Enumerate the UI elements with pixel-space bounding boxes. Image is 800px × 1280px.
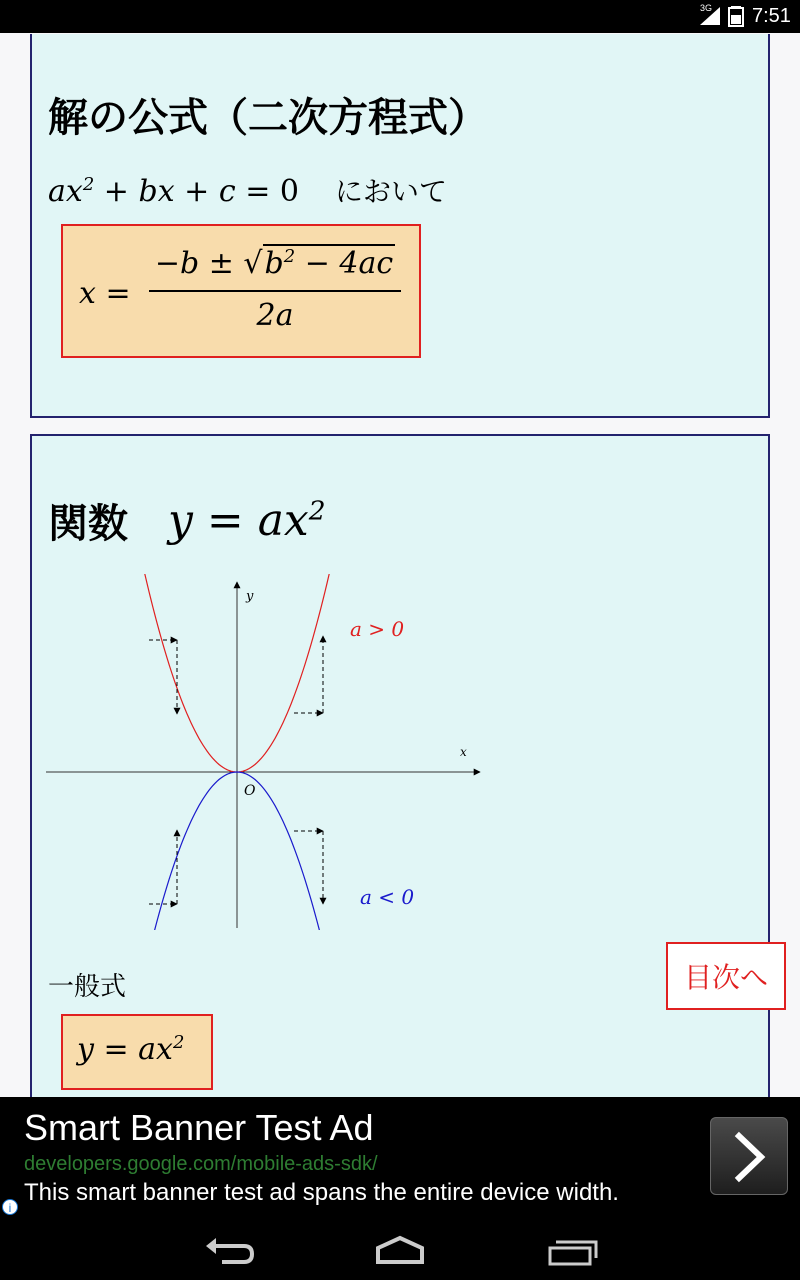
home-icon[interactable] [370,1232,430,1268]
eq-equals: = [235,174,280,209]
chevron-right-icon [711,1118,789,1196]
quadratic-formula-title: 解の公式（二次方程式） [48,95,488,141]
fraction-bar [149,290,401,292]
ad-description: This smart banner test ad spans the entire device width. [24,1179,619,1206]
eq-square: 2 [82,174,95,195]
gf-equals: = [93,1032,139,1067]
condition-text: において [334,175,447,208]
general-form-label: 一般式 [48,972,127,1002]
eq-c: c [218,174,236,209]
signal-icon [698,5,722,27]
gf-square: 2 [172,1032,185,1053]
radicand-square: 2 [283,246,296,267]
parabola-graph [44,574,484,930]
function-card [30,434,770,1114]
quadratic-formula-card [30,34,770,418]
recent-apps-icon[interactable] [542,1232,602,1268]
quadratic-equation [48,170,447,210]
gf-ax: ax [138,1032,173,1067]
solution-denominator: 2a [256,298,294,333]
ad-title[interactable]: Smart Banner Test Ad [24,1107,374,1148]
radicand [263,244,396,281]
title-equals: = [192,495,258,546]
ad-banner[interactable] [0,1097,800,1220]
function-title [48,492,326,549]
solution-numerator [149,240,401,288]
lower-guides [149,830,323,904]
status-bar [0,0,800,33]
eq-plus-1: + [94,174,139,209]
eq-zero: 0 [279,174,299,209]
status-clock: 7:51 [752,5,791,27]
y-axis-label: y [246,589,254,604]
x-axis-label: x [460,745,467,759]
general-formula [77,1032,184,1067]
origin-label: O [244,783,256,799]
negative-label: a < 0 [360,885,415,909]
navigation-bar [0,1220,800,1280]
radical-sign: √ [243,246,263,281]
back-icon[interactable] [200,1232,260,1268]
ad-open-button[interactable] [710,1117,788,1195]
solution-fraction [149,240,401,338]
quadratic-solution-box [61,224,421,358]
numerator-pre: −b ± [154,246,244,281]
ad-info-icon[interactable]: i [2,1199,18,1215]
function-title-math [168,495,326,546]
title-square: 2 [308,495,326,527]
eq-a: a [48,174,66,209]
general-formula-box [61,1014,213,1090]
radicand-rest: − 4ac [295,246,394,281]
upper-guides [149,636,323,714]
ad-url[interactable]: developers.google.com/mobile-ads-sdk/ [24,1153,378,1175]
eq-b: b [138,174,158,209]
network-type-label: 3G [700,3,713,13]
table-of-contents-button[interactable]: 目次へ [666,942,786,1010]
positive-label: a > 0 [350,617,405,641]
eq-x: x [65,174,83,209]
title-y: y [168,495,193,546]
gf-y: y [77,1032,94,1067]
battery-icon [728,5,744,27]
eq-plus-2: + [174,174,219,209]
solution-lhs: x = [79,276,131,311]
title-ax: ax [257,495,309,546]
radicand-b: b [264,246,284,281]
eq-x2: x [157,174,175,209]
function-title-jp: 関数 [48,501,128,547]
